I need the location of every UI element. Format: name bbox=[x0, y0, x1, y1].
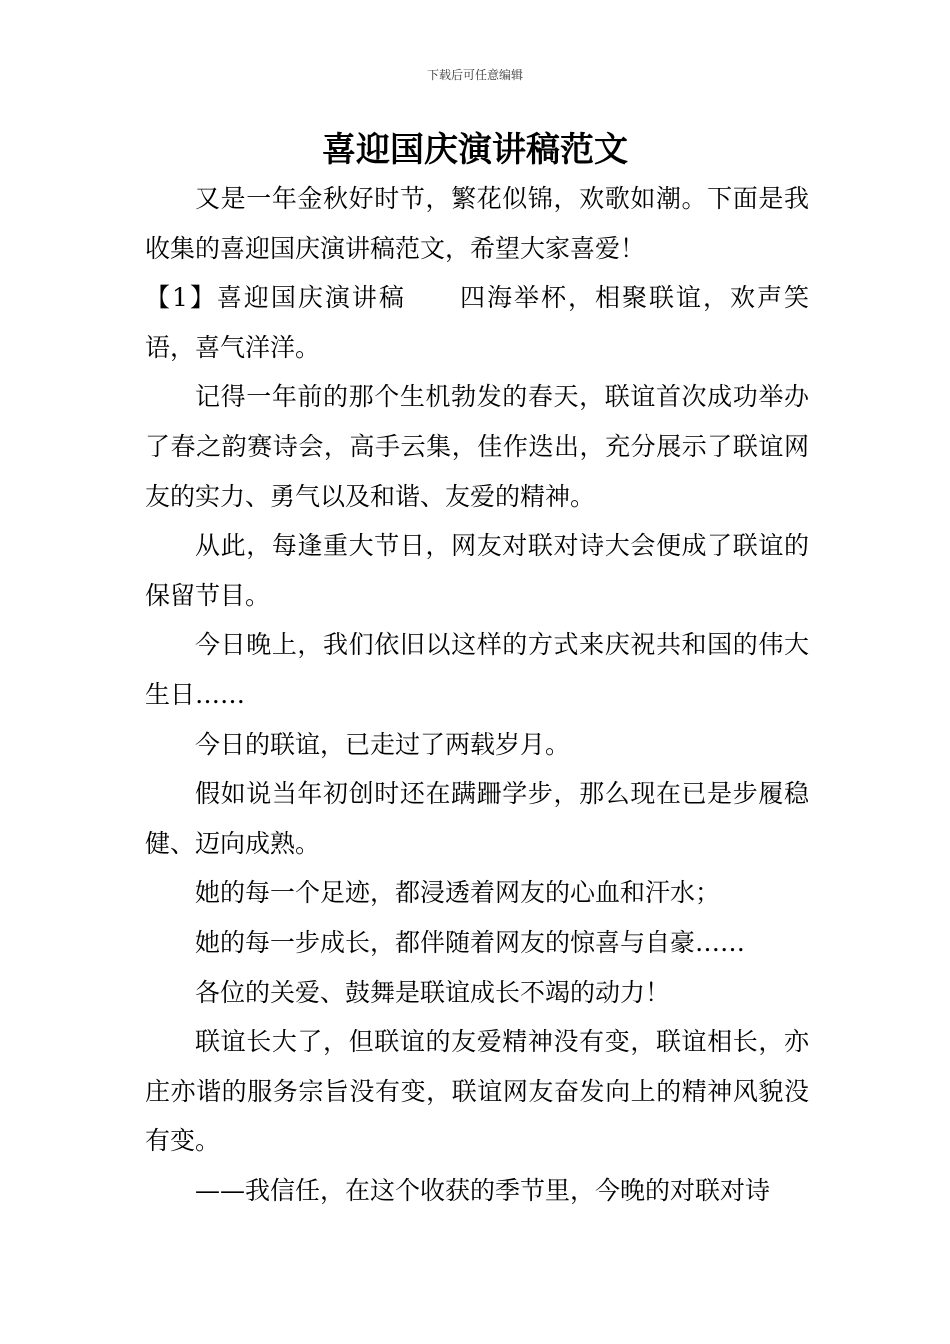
body-paragraph: ——我信任，在这个收获的季节里，今晚的对联对诗 bbox=[195, 1175, 771, 1205]
body-paragraph: 联谊长大了，但联谊的友爱精神没有变，联谊相长，亦庄亦谐的服务宗旨没有变，联谊网友奋发向上的精神风貌没有变。 bbox=[145, 1027, 809, 1156]
body-paragraph: 从此，每逢重大节日，网友对联对诗大会便成了联谊的保留节目。 bbox=[145, 531, 809, 610]
section-1-paragraph bbox=[145, 273, 809, 372]
body-paragraph: 各位的关爱、鼓舞是联谊成长不竭的动力！ bbox=[195, 977, 671, 1007]
body-paragraph: 她的每一步成长，都伴随着网友的惊喜与自豪…… bbox=[195, 927, 746, 957]
body-paragraph: 今日晚上，我们依旧以这样的方式来庆祝共和国的伟大生日…… bbox=[145, 630, 809, 709]
header-note: 下载后可任意编辑 bbox=[426, 68, 523, 82]
intro-paragraph: 又是一年金秋好时节，繁花似锦，欢歌如潮。下面是我收集的喜迎国庆演讲稿范文，希望大家喜爱！ bbox=[145, 184, 809, 263]
body-paragraph: 记得一年前的那个生机勃发的春天，联谊首次成功举办了春之韵赛诗会，高手云集，佳作迭出，充分展示了联谊网友的实力、勇气以及和谐、友爱的精神。 bbox=[145, 382, 809, 511]
section-1-text: 四海举杯，相聚联谊，欢声笑语，喜气洋洋。 bbox=[145, 283, 809, 362]
document-title: 喜迎国庆演讲稿范文 bbox=[322, 130, 628, 170]
body-paragraph: 假如说当年初创时还在蹒跚学步，那么现在已是步履稳健、迈向成熟。 bbox=[145, 779, 809, 858]
body-paragraph: 她的每一个足迹，都浸透着网友的心血和汗水； bbox=[195, 878, 721, 908]
section-1-label: 【1】喜迎国庆演讲稿 bbox=[145, 283, 406, 313]
body-paragraph: 今日的联谊，已走过了两载岁月。 bbox=[195, 729, 571, 759]
document-body bbox=[145, 174, 809, 1215]
